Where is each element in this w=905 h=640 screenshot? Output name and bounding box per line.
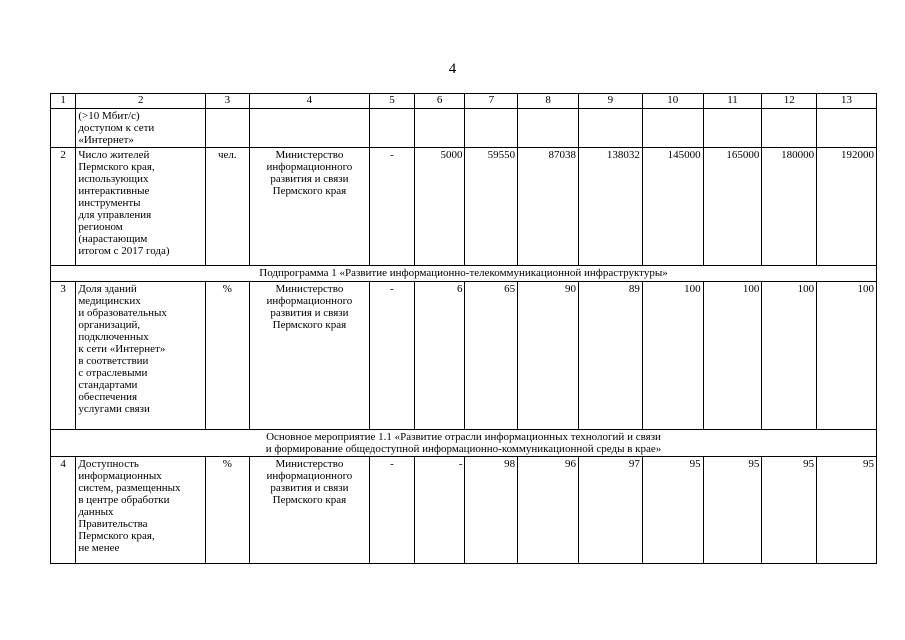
section-title-line: и формирование общедоступной информационно-коммуникационной среды в крае»: [265, 443, 662, 455]
value-cell: 90: [518, 282, 579, 430]
value-cell: 100: [703, 282, 762, 430]
column-number-cell: 13: [817, 94, 877, 109]
value-cell: [817, 109, 877, 148]
value-cell: -: [370, 148, 415, 266]
value-cell: 5000: [414, 148, 465, 266]
section-header-row: [51, 430, 877, 457]
indicator-name-cell: (>10 Мбит/с) доступом к сети «Интернет»: [76, 109, 206, 148]
row-number-cell: 3: [51, 282, 76, 430]
value-cell: 95: [762, 457, 817, 564]
column-number-cell: 6: [414, 94, 465, 109]
row-number-cell: 4: [51, 457, 76, 564]
indicator-row: [51, 457, 877, 564]
column-number-cell: 11: [703, 94, 762, 109]
indicator-name-cell: Доля зданий медицинских и образовательных организаций, подключенных к сети «Интернет» в соответствии с отраслевыми стандартами обеспечения услугами связи: [76, 282, 206, 430]
value-cell: [370, 109, 415, 148]
row-number-cell: [51, 109, 76, 148]
value-cell: 95: [817, 457, 877, 564]
value-cell: 95: [703, 457, 762, 564]
column-number-cell: 3: [206, 94, 250, 109]
ministry-cell: Министерство информационного развития и связи Пермского края: [249, 282, 370, 430]
indicator-row: [51, 109, 877, 148]
value-cell: 6: [414, 282, 465, 430]
column-number-row: [51, 94, 877, 109]
column-number-cell: 9: [578, 94, 642, 109]
value-cell: [518, 109, 579, 148]
value-cell: 97: [578, 457, 642, 564]
value-cell: -: [370, 457, 415, 564]
unit-cell: [206, 109, 250, 148]
value-cell: 96: [518, 457, 579, 564]
value-cell: 100: [762, 282, 817, 430]
section-title-line: Подпрограмма 1 «Развитие информационно-телекоммуникационной инфраструктуры»: [259, 267, 668, 279]
section-title: [51, 430, 877, 457]
row-number-cell: 2: [51, 148, 76, 266]
value-cell: 59550: [465, 148, 518, 266]
unit-cell: %: [206, 457, 250, 564]
value-cell: [762, 109, 817, 148]
value-cell: 87038: [518, 148, 579, 266]
indicator-name-cell: Доступность информационных систем, размещенных в центре обработки данных Правительства Пермского края, не менее: [76, 457, 206, 564]
value-cell: 95: [642, 457, 703, 564]
value-cell: 100: [642, 282, 703, 430]
value-cell: 138032: [578, 148, 642, 266]
value-cell: 165000: [703, 148, 762, 266]
unit-cell: %: [206, 282, 250, 430]
value-cell: 180000: [762, 148, 817, 266]
indicator-name-cell: Число жителей Пермского края, использующих интерактивные инструменты для управления регионом (нарастающим итогом с 2017 года): [76, 148, 206, 266]
value-cell: 145000: [642, 148, 703, 266]
indicator-row: [51, 282, 877, 430]
value-cell: 65: [465, 282, 518, 430]
unit-cell: чел.: [206, 148, 250, 266]
column-number-cell: 2: [76, 94, 206, 109]
ministry-cell: [249, 109, 370, 148]
value-cell: [414, 109, 465, 148]
column-number-cell: 10: [642, 94, 703, 109]
column-number-cell: 5: [370, 94, 415, 109]
column-number-cell: 12: [762, 94, 817, 109]
value-cell: [578, 109, 642, 148]
column-number-cell: 4: [249, 94, 370, 109]
ministry-cell: Министерство информационного развития и связи Пермского края: [249, 148, 370, 266]
indicators-table: [50, 93, 877, 564]
column-number-cell: 8: [518, 94, 579, 109]
value-cell: 192000: [817, 148, 877, 266]
value-cell: 89: [578, 282, 642, 430]
value-cell: 100: [817, 282, 877, 430]
section-title-line: Основное мероприятие 1.1 «Развитие отрасли информационных технологий и связи: [266, 431, 661, 443]
column-number-cell: 1: [51, 94, 76, 109]
page-number: 4: [448, 61, 457, 77]
value-cell: [642, 109, 703, 148]
indicator-row: [51, 148, 877, 266]
ministry-cell: Министерство информационного развития и связи Пермского края: [249, 457, 370, 564]
column-number-cell: 7: [465, 94, 518, 109]
section-header-row: [51, 266, 877, 282]
value-cell: 98: [465, 457, 518, 564]
section-title: [51, 266, 877, 282]
value-cell: -: [414, 457, 465, 564]
value-cell: -: [370, 282, 415, 430]
value-cell: [703, 109, 762, 148]
value-cell: [465, 109, 518, 148]
